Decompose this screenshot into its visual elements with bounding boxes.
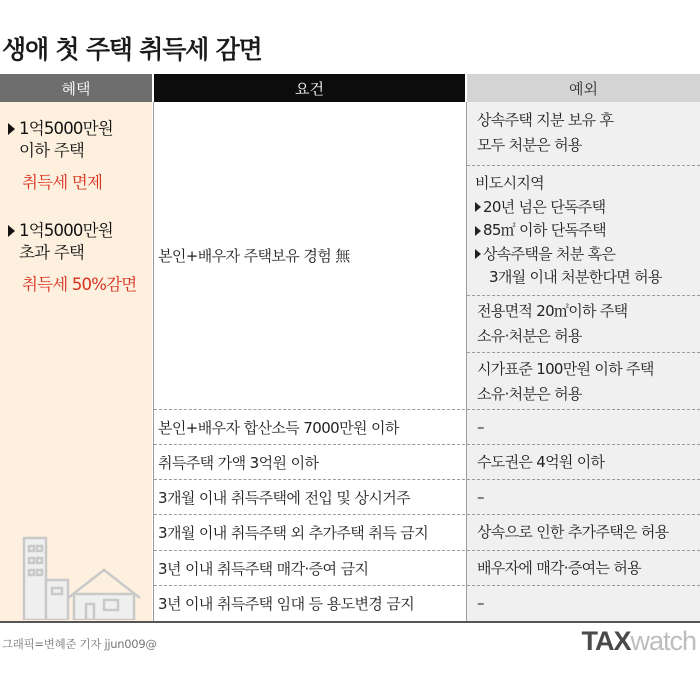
- exception-text: 소유·처분은 허용: [477, 327, 582, 345]
- exception-text: 상속주택을 처분 혹은: [483, 244, 616, 263]
- benefit-1-result: 취득세 면제: [22, 173, 103, 192]
- triangle-bullet-icon: [475, 249, 481, 259]
- header-requirement: 요건: [154, 74, 465, 102]
- column-divider: [153, 102, 154, 621]
- taxwatch-logo: TAXwatch: [581, 626, 696, 656]
- exception-text: 모두 처분은 허용: [477, 136, 582, 154]
- page-title: 생애 첫 주택 취득세 감면: [2, 35, 262, 64]
- benefit-item-1: [8, 118, 152, 194]
- requirement-row-5: 3개월 이내 취득주택 외 추가주택 취득 금지: [158, 524, 429, 542]
- exception-text: 3개월 이내 처분한다면 허용: [489, 268, 662, 286]
- benefit-item-2: [8, 220, 152, 296]
- exception-column: [467, 102, 700, 621]
- triangle-bullet-icon: [8, 123, 15, 135]
- benefit-column: [0, 102, 152, 621]
- exception-heading: 비도시지역: [475, 174, 544, 192]
- credit-text: 그래픽=변혜준 기자 jjun009@: [2, 637, 157, 651]
- table-bottom-border: [0, 621, 700, 623]
- benefit-1-line1: 1억5000만원: [19, 119, 113, 138]
- benefit-2-result: 취득세 50%감면: [22, 275, 137, 294]
- requirement-row-4: 3개월 이내 취득주택에 전입 및 상시거주: [158, 488, 411, 507]
- exception-text: 소유·처분은 허용: [477, 385, 582, 403]
- exception-text: 시가표준 100만원 이하 주택: [477, 360, 654, 378]
- requirement-row-3: 취득주택 가액 3억원 이하: [158, 453, 319, 472]
- exception-text: 20년 넘은 단독주택: [483, 197, 606, 216]
- exception-text: 85㎡ 이하 단독주택: [483, 221, 606, 239]
- requirement-row-7: 3년 이내 취득주택 임대 등 용도변경 금지: [158, 595, 415, 613]
- row-divider: [467, 295, 700, 296]
- exception-row-2: –: [477, 417, 484, 436]
- benefit-2-line1: 1억5000만원: [19, 221, 113, 240]
- exception-row-5: 상속으로 인한 추가주택은 허용: [477, 523, 669, 541]
- benefit-1-line2: 이하 주택: [19, 141, 85, 160]
- triangle-bullet-icon: [475, 226, 481, 236]
- exception-text: 전용면적 20㎡이하 주택: [477, 302, 628, 320]
- header-exception: 예외: [467, 74, 700, 102]
- header-benefit: 혜택: [0, 74, 152, 102]
- exception-group-2: [467, 172, 700, 290]
- requirement-column: [154, 102, 465, 621]
- exception-row-6: 배우자에 매각·증여는 허용: [477, 558, 641, 577]
- triangle-bullet-icon: [475, 202, 481, 212]
- requirement-row-6: 3년 이내 취득주택 매각·증여 금지: [158, 559, 369, 578]
- exception-row-3: 수도권은 4억원 이하: [477, 452, 605, 471]
- requirement-row-2: 본인+배우자 합산소득 7000만원 이하: [158, 418, 399, 437]
- exception-row-4: –: [477, 487, 484, 506]
- benefit-2-line2: 초과 주택: [19, 243, 85, 262]
- triangle-bullet-icon: [8, 225, 15, 237]
- row-divider: [467, 165, 700, 166]
- column-divider: [466, 102, 467, 621]
- exception-group-1: [467, 108, 700, 158]
- exception-group-4: [467, 357, 700, 407]
- house-building-illustration: [18, 534, 146, 620]
- exception-text: 상속주택 지분 보유 후: [477, 111, 614, 129]
- requirement-row-1: 본인+배우자 주택보유 경험 無: [158, 247, 350, 265]
- row-divider: [467, 352, 700, 353]
- exception-row-7: –: [477, 594, 484, 612]
- exception-group-3: [467, 299, 700, 349]
